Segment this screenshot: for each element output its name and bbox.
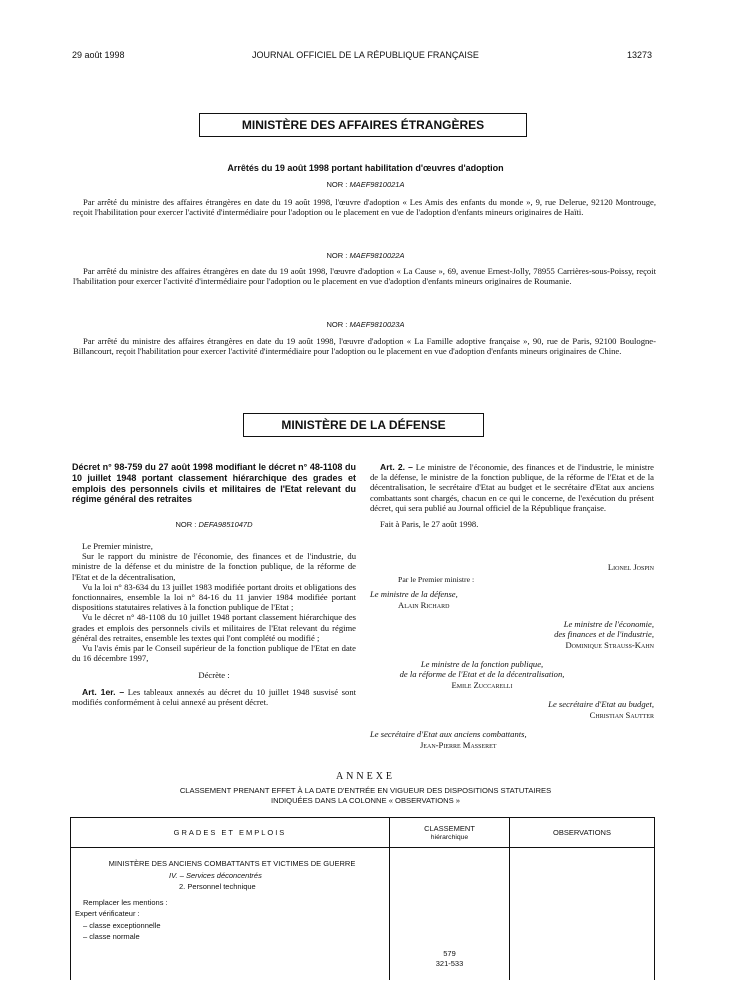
preamble-paragraph: Vu le décret n° 48-1108 du 10 juillet 1948 portant classement hiérarchique des grades et emplois des personnels civils et militaires de l'Etat relevant du régime général des retraites, ensemble les textes qui l'ont complété ou modifié ; bbox=[72, 612, 356, 643]
decree-title: Décret n° 98-759 du 27 août 1998 modifiant le décret n° 48-1108 du 10 juillet 1948 portant classement hiérarchique des grades et emplois des personnels civils et militaires de l'Etat relevant du régime général des retraites bbox=[72, 462, 356, 505]
nor-label: NOR : bbox=[326, 251, 348, 260]
signature-fp-role-line1: Le ministre de la fonction publique, bbox=[420, 659, 544, 669]
arrete-paragraph: Par arrêté du ministre des affaires étrangères en date du 19 août 1998, l'œuvre d'adoption « Les Amis des enfants du monde », 9, rue Delerue, 92120 Montrouge, reçoit l'habilitation pour exercer l'activité d'intermédiaire pour l'adoption ou le placement en vue de l'adoption d'enfants mineurs originaires de Haïti. bbox=[73, 197, 656, 218]
annex-header-row bbox=[71, 818, 655, 848]
annex-section: MINISTÈRE DES ANCIENS COMBATTANTS ET VICTIMES DE GUERRE bbox=[108, 859, 356, 868]
nor-code: MAEF9810022A bbox=[349, 251, 405, 260]
preamble-paragraph: Vu l'avis émis par le Conseil supérieur de la fonction publique de l'Etat en date du 16 décembre 1997, bbox=[72, 643, 356, 664]
annex-sub1: IV. – Services déconcentrés bbox=[169, 870, 262, 880]
signature-budget-name: Christian Sautter bbox=[589, 710, 654, 720]
decree-right-column bbox=[370, 462, 654, 529]
article-2-text: Le ministre de l'économie, des finances et de l'industrie, le ministre de la défense, le ministre de la fonction publique, de la réforme de l'Etat et de la décentralisation, le secrétaire d'Etat au budget et le secrétaire d'Etat aux anciens combattants sont chargés, chacun en ce qui le concerne, de l'exécution du présent décret, qui sera publié au Journal officiel de la République française. bbox=[370, 462, 654, 513]
signature-fonction-publique-name: Emile Zuccarelli bbox=[451, 680, 513, 690]
article-2 bbox=[370, 462, 654, 513]
annex-sub2: 2. Personnel technique bbox=[179, 882, 256, 891]
annex-title: ANNEXE bbox=[335, 771, 396, 782]
col-grades-header: GRADES ET EMPLOIS bbox=[71, 818, 390, 848]
col-observations-header: OBSERVATIONS bbox=[510, 818, 655, 848]
nor-code: MAEF9810021A bbox=[349, 180, 405, 189]
preamble-paragraph: Vu la loi n° 83-634 du 13 juillet 1983 modifiée portant droits et obligations des fonctionnaires, ensemble la loi n° 84-16 du 11 janvier 1984 modifiée portant dispositions statutaires relatives à la fonction publique de l'Etat ; bbox=[72, 581, 356, 613]
nor-line bbox=[72, 520, 356, 529]
signature-veterans-role: Le secrétaire d'Etat aux anciens combattants, bbox=[370, 729, 527, 739]
page-number: 13273 bbox=[627, 50, 653, 60]
annex-expert: Expert vérificateur : bbox=[75, 909, 140, 918]
signature-pm-name: Lionel Jospin bbox=[607, 562, 654, 572]
header-date: 29 août 1998 bbox=[72, 50, 125, 60]
ministry-title-defense bbox=[243, 413, 484, 437]
signature-veterans-name: Jean-Pierre Masseret bbox=[420, 740, 497, 750]
signature-economy-name: Dominique Strauss-Kahn bbox=[565, 640, 654, 650]
col-classement-line1: CLASSEMENT bbox=[424, 823, 475, 833]
signature-pm-line: Par le Premier ministre : bbox=[398, 575, 475, 584]
nor-label: NOR : bbox=[175, 520, 197, 529]
signature-defense-role: Le ministre de la défense, bbox=[370, 589, 458, 599]
signature-fonction-publique-role bbox=[362, 659, 602, 679]
nor-label: NOR : bbox=[326, 320, 348, 329]
done-line: Fait à Paris, le 27 août 1998. bbox=[380, 519, 479, 530]
annex-row-value: 321-533 bbox=[435, 959, 464, 968]
col-classement-header bbox=[390, 818, 510, 848]
arrete-paragraph: Par arrêté du ministre des affaires étrangères en date du 19 août 1998, l'œuvre d'adoption « La Famille adoptive française », 90, rue de Paris, 92100 Boulogne-Billancourt, reçoit l'habilitation pour exercer l'activité d'intermédiaire pour l'adoption ou le placement en vue d'adoption d'enfants mineurs originaires de Chine. bbox=[73, 336, 656, 357]
signature-economy-role-line2: des finances et de l'industrie, bbox=[554, 629, 654, 640]
signature-economy-role bbox=[420, 619, 654, 639]
annex-subtitle bbox=[0, 786, 731, 805]
article-1 bbox=[72, 687, 356, 707]
ministry-title-text: MINISTÈRE DES AFFAIRES ÉTRANGÈRES bbox=[241, 118, 485, 132]
col-classement-line2: hiérarchique bbox=[430, 833, 469, 841]
annex-row-label: – classe exceptionnelle bbox=[83, 920, 161, 930]
annex-row-value: 579 bbox=[443, 949, 456, 958]
nor-code: DEFA9851047D bbox=[198, 520, 253, 529]
annex-body-row bbox=[71, 848, 655, 981]
ministry-title-text: MINISTÈRE DE LA DÉFENSE bbox=[281, 418, 446, 432]
preamble-paragraph: Le Premier ministre, bbox=[82, 541, 153, 551]
arrete-paragraph: Par arrêté du ministre des affaires étrangères en date du 19 août 1998, l'œuvre d'adoption « La Cause », 69, avenue Ernest-Jolly, 78955 Carrières-sous-Poissy, reçoit l'habilitation pour exercer l'activité d'intermédiaire pour l'adoption ou le placement en vue d'adoption d'enfants mineurs originaires de Roumanie. bbox=[73, 266, 656, 287]
annex-subtitle-line1: CLASSEMENT PRENANT EFFET À LA DATE D'ENTRÉE EN VIGUEUR DES DISPOSITIONS STATUTAIRES bbox=[179, 786, 552, 795]
annex-replace: Remplacer les mentions : bbox=[83, 897, 168, 907]
annex-table bbox=[70, 817, 655, 980]
signature-defense-name: Alain Richard bbox=[398, 600, 450, 610]
nor-line bbox=[0, 251, 731, 260]
signature-budget-role: Le secrétaire d'Etat au budget, bbox=[548, 699, 654, 709]
nor-line bbox=[0, 180, 731, 189]
nor-code: MAEF9810023A bbox=[349, 320, 405, 329]
arretes-heading: Arrêtés du 19 août 1998 portant habilitation d'œuvres d'adoption bbox=[227, 163, 504, 173]
annex-classement-cell bbox=[390, 848, 510, 981]
signature-economy-role-line1: Le ministre de l'économie, bbox=[563, 619, 654, 629]
annex-observations-cell bbox=[510, 848, 655, 981]
preamble-paragraph: Sur le rapport du ministre de l'économie, des finances et de l'industrie, du ministre de la défense et du ministre de la fonction publique, de la réforme de l'Etat et de la décentralisation, bbox=[72, 551, 356, 582]
decree-preamble bbox=[72, 541, 356, 707]
decrete-line: Décrète : bbox=[198, 670, 230, 681]
nor-line bbox=[0, 320, 731, 329]
article-1-text: Les tableaux annexés au décret du 10 juillet 1948 susvisé sont modifiés conformément à celui annexé au présent décret. bbox=[72, 686, 357, 707]
annex-grades-cell bbox=[71, 848, 390, 981]
article-1-label: Art. 1er. – bbox=[82, 686, 125, 697]
article-2-label: Art. 2. – bbox=[380, 462, 413, 472]
nor-label: NOR : bbox=[326, 180, 348, 189]
annex-row-label: – classe normale bbox=[83, 932, 140, 941]
journal-title: JOURNAL OFFICIEL DE LA RÉPUBLIQUE FRANÇAISE bbox=[252, 50, 479, 60]
annex-subtitle-line2: INDIQUÉES DANS LA COLONNE « OBSERVATIONS » bbox=[270, 795, 461, 805]
signature-fp-role-line2: de la réforme de l'Etat et de la décentralisation, bbox=[399, 669, 565, 680]
ministry-title-foreign-affairs bbox=[199, 113, 527, 137]
